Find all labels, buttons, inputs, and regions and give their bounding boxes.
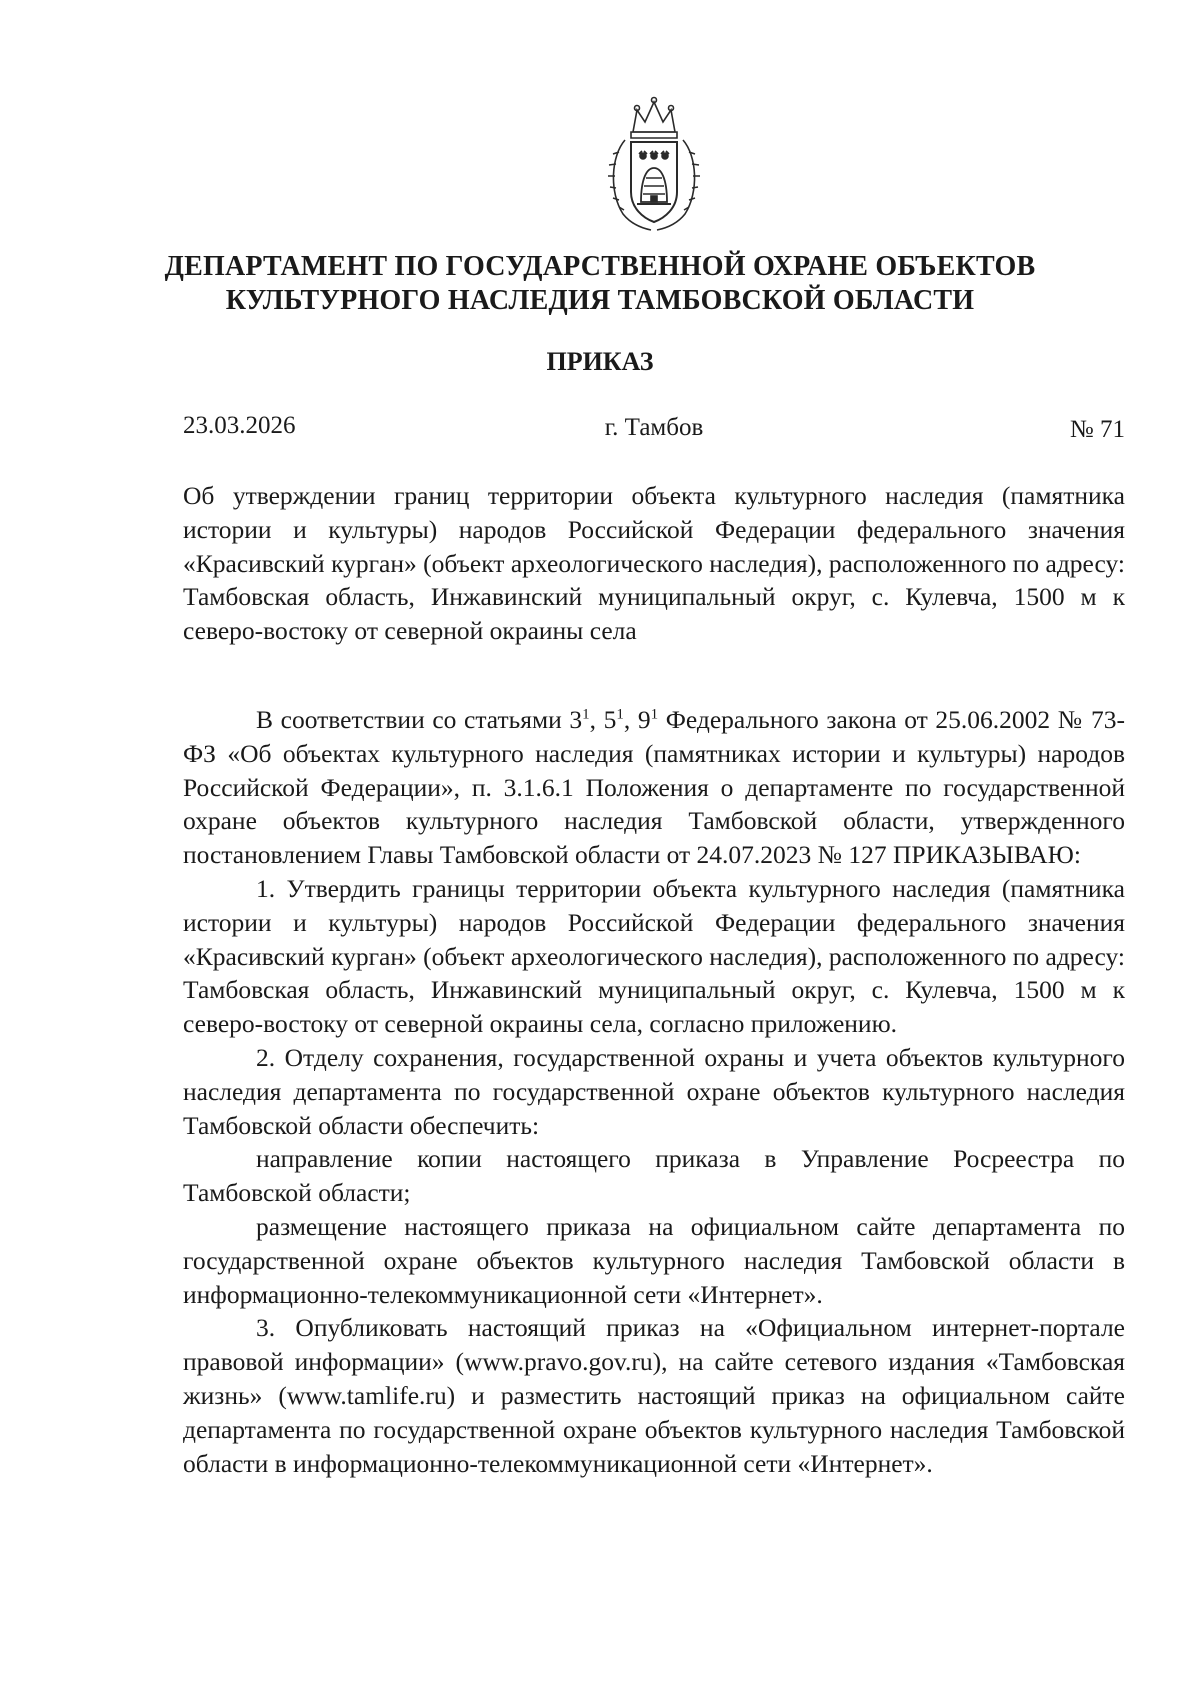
- item-3-paragraph: 3. Опубликовать настоящий приказ на «Официальном интернет-портале правовой информации» (www.pravo.gov.ru), на сайте сетевого издания «Тамбовская жизнь» (www.tamlife.ru) и разместить настоящий приказ на официальном сайте департамента по государственной охране объектов культурного наследия Тамбовской области в информационно-телекоммуникационной сети «Интернет».: [183, 1313, 1125, 1478]
- document-subject: Об утверждении границ территории объекта культурного наследия (памятника истории и культуры) народов Российской Федерации федерального значения «Красивский курган» (объект археологического наследия), расположенного по адресу: Тамбовская область, Инжавинский муниципальный округ, с. Кулевча, 1500 м к северо-востоку от северной окраины села: [183, 481, 1125, 646]
- coat-of-arms-emblem-icon: [603, 96, 705, 236]
- document-body: [183, 703, 1125, 1480]
- item-2-paragraph: 2. Отделу сохранения, государственной охраны и учета объектов культурного наследия департамента по государственной охране объектов культурного наследия Тамбовской области обеспечить:: [183, 1042, 1125, 1140]
- document-date: 23.03.2026: [183, 412, 296, 439]
- preamble-paragraph: [183, 703, 1125, 872]
- preamble-sep-2: , 9: [623, 705, 651, 734]
- preamble-start: В соответствии со статьями 3: [256, 705, 583, 734]
- department-line-2: КУЛЬТУРНОГО НАСЛЕДИЯ ТАМБОВСКОЙ ОБЛАСТИ: [225, 285, 975, 316]
- document-type: ПРИКАЗ: [546, 347, 654, 376]
- item-2a-paragraph: направление копии настоящего приказа в Управление Росреестра по Тамбовской области;: [183, 1144, 1125, 1208]
- preamble-sep-1: , 5: [589, 705, 617, 734]
- superscript-2: 1: [616, 706, 624, 723]
- item-1-paragraph: 1. Утвердить границы территории объекта культурного наследия (памятника истории и культуры) народов Российской Федерации федерального значения «Красивский курган» (объект археологического наследия), расположенного по адресу: Тамбовская область, Инжавинский муниципальный округ, с. Кулевча, 1500 м к северо-востоку от северной окраины села, согласно приложению.: [183, 873, 1125, 1039]
- item-2b-paragraph: размещение настоящего приказа на официальном сайте департамента по государственной охране объектов культурного наследия Тамбовской области в информационно-телекоммуникационной сети «Интернет».: [183, 1211, 1125, 1309]
- department-name: [150, 250, 1050, 318]
- document-city: г. Тамбов: [604, 414, 704, 441]
- superscript-1: 1: [582, 706, 590, 723]
- preamble-rest: Федерального закона от 25.06.2002 № 73-ФЗ «Об объектах культурного наследия (памятниках истории и культуры) народов Российской Федерации», п. 3.1.6.1 Положения о департаменте по государственной охране объектов культурного наследия Тамбовской области, утвержденного постановлением Главы Тамбовской области от 24.07.2023 № 127 ПРИКАЗЫВАЮ:: [183, 705, 1125, 870]
- superscript-3: 1: [650, 706, 659, 723]
- department-line-1: ДЕПАРТАМЕНТ ПО ГОСУДАРСТВЕННОЙ ОХРАНЕ ОБЪЕКТОВ: [164, 251, 1036, 282]
- document-number: № 71: [1069, 416, 1125, 443]
